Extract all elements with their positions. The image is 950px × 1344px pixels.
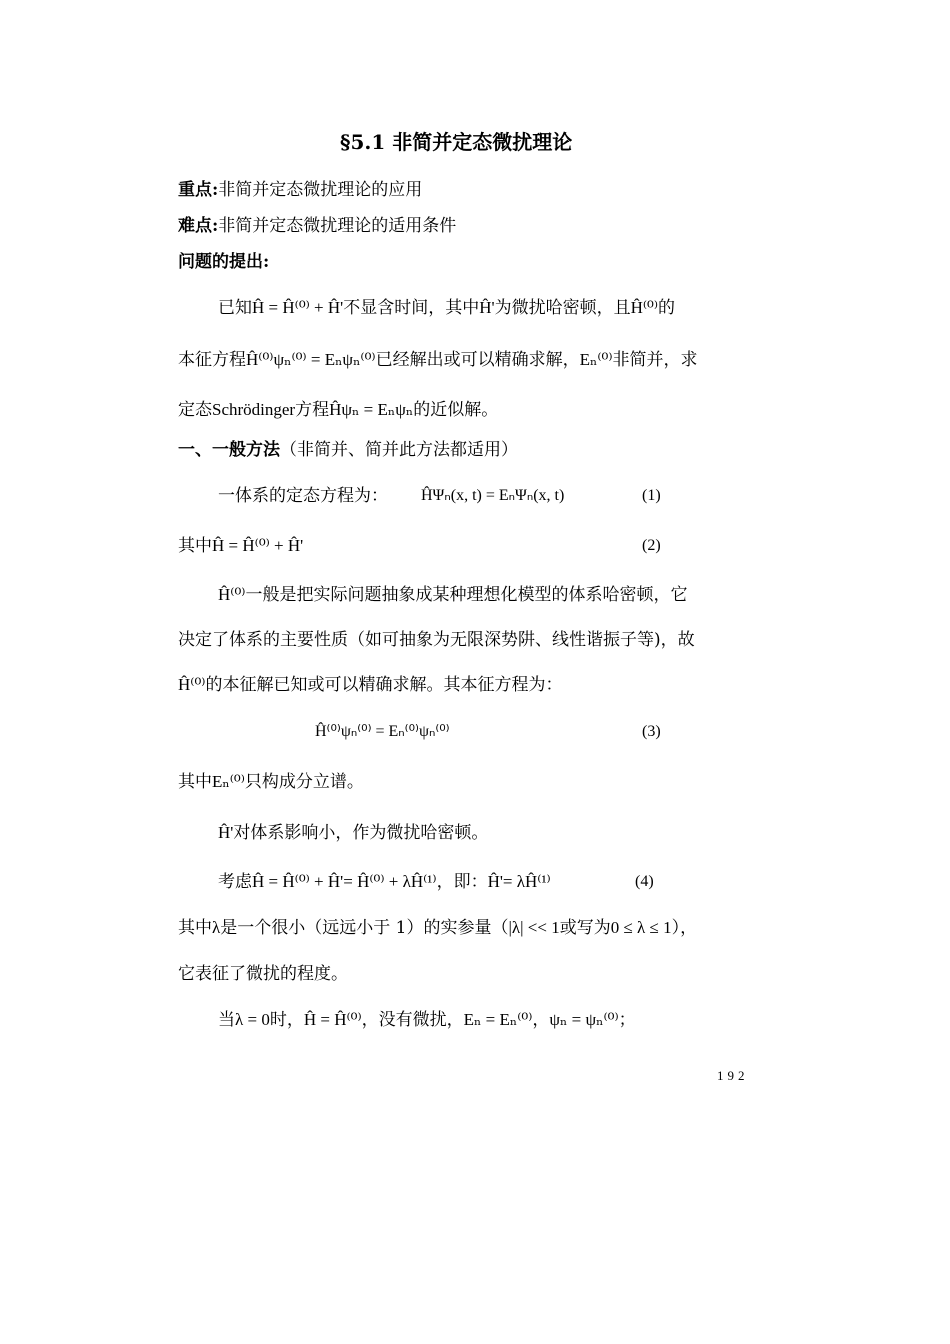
spectrum-text: 只构成分立谱。 [244,772,364,792]
zero-case-text: 当 [218,1010,235,1030]
perturbation-text: 对体系影响小，作为微扰哈密顿。 [233,823,489,843]
equation-4-text: 考虑 [218,872,252,892]
lambda-math: λ [212,918,221,937]
lambda-text: 它表征了微扰的程度。 [178,964,348,984]
intro-text: 本征方程 [178,350,246,370]
intro-line-2 [0,340,950,380]
key-point-text: 非简并定态微扰理论的应用 [218,180,423,200]
equation-1-row [0,476,950,516]
lambda-range-math: 0 ≤ λ ≤ 1 [610,918,672,937]
intro-text: 的 [658,298,676,318]
difficulty-row [0,206,950,246]
en0-math: Eₙ⁽⁰⁾ [579,350,613,369]
zero-case-text: ， [532,1010,550,1030]
equation-4-math: Ĥ = Ĥ⁽⁰⁾ + Ĥ'= Ĥ⁽⁰⁾ + λĤ⁽¹⁾ [252,872,437,891]
perturbation-math: Ĥ' [218,823,234,842]
key-point-label: 重点: [178,180,219,200]
section1-note: （非简并、简并此方法都适用） [280,440,518,460]
zero-case-math: λ = 0 [235,1010,270,1029]
zero-case-text: 时， [269,1010,304,1030]
intro-text: 定态 [178,400,212,420]
zero-case-row [0,1000,950,1040]
equation-3-row [0,712,950,752]
lambda-text: 或写为 [559,918,611,938]
section-title: §5.1 非简并定态微扰理论 [340,130,573,154]
stationary-eq-math: Ĥψₙ = Eₙψₙ [329,400,414,419]
difficulty-label: 难点: [178,216,219,236]
equation-2-number: (2) [642,537,661,554]
eigen0-math: Ĥ⁽⁰⁾ψₙ⁽⁰⁾ = Eₙψₙ⁽⁰⁾ [246,350,376,369]
intro-text: 已经解出或可以精确求解， [375,350,580,370]
title-row [0,122,950,162]
equation-3-math: Ĥ⁽⁰⁾ψₙ⁽⁰⁾ = Eₙ⁽⁰⁾ψₙ⁽⁰⁾ [315,723,450,740]
key-point-row [0,170,950,210]
spectrum-text: 其中 [178,772,212,792]
difficulty-text: 非简并定态微扰理论的适用条件 [218,216,457,236]
intro-line-1 [0,288,950,328]
intro-text: 方程 [295,400,330,420]
para-h0-line-3 [0,665,950,705]
equation-2-row [0,526,950,566]
equation-4-math-b: Ĥ'= λĤ⁽¹⁾ [487,872,551,891]
hamiltonian-split-math: Ĥ = Ĥ⁽⁰⁾ + Ĥ' [252,298,344,317]
section1-heading-row [0,430,950,470]
page-number: 192 [717,1068,749,1083]
lambda-text: 是一个很小（远远小于 1）的实参量（ [220,918,509,938]
equation-3-number: (3) [642,723,661,740]
intro-line-3 [0,390,950,430]
equation-4-number: (4) [635,873,654,890]
schrodinger-word: Schrödinger [212,400,296,419]
section1-title: 一、一般方法 [178,440,280,460]
para-h0-line-1 [0,575,950,615]
perturbation-math: Ĥ' [479,298,495,317]
h0-math: Ĥ⁽⁰⁾ [218,585,246,604]
intro-text: 已知 [218,298,252,318]
intro-text: 非简并，求 [612,350,698,370]
question-row [0,242,950,282]
para-text: 一般是把实际问题抽象成某种理想化模型的体系哈密顿，它 [245,585,688,605]
question-label: 问题的提出: [178,252,270,272]
zero-case-math: ψₙ = ψₙ⁽⁰⁾ [549,1010,619,1029]
zero-case-math: Ĥ = Ĥ⁽⁰⁾ [303,1010,362,1029]
zero-case-text: ，没有微扰， [361,1010,464,1030]
lambda-abs-math: |λ| << 1 [508,918,560,937]
intro-text: 不显含时间，其中 [343,298,480,318]
equation-2-math: Ĥ = Ĥ⁽⁰⁾ + Ĥ' [212,536,304,555]
equation-2-text: 其中 [178,536,212,556]
equation-1-number: (1) [642,487,661,504]
h0-math: Ĥ⁽⁰⁾ [630,298,659,317]
para-h0-line-2 [0,620,950,660]
intro-text: 为微扰哈密顿，且 [494,298,631,318]
en0-math: Eₙ⁽⁰⁾ [212,772,245,791]
h0-math: Ĥ⁽⁰⁾ [178,675,206,694]
spectrum-row [0,762,950,802]
intro-text: 的近似解。 [413,400,499,420]
lambda-line-1 [0,908,950,948]
equation-4-row [0,862,950,902]
lambda-text: ）， [671,918,698,938]
lambda-text: 其中 [178,918,212,938]
lambda-line-2 [0,954,950,994]
perturbation-small-row [0,813,950,853]
equation-1-math: ĤΨₙ(x, t) = EₙΨₙ(x, t) [421,487,565,504]
zero-case-text: ； [618,1010,636,1030]
equation-4-text: ，即： [436,872,488,892]
para-text: 的本征解已知或可以精确求解。其本征方程为： [205,675,563,695]
para-text: 决定了体系的主要性质（如可抽象为无限深势阱、线性谐振子等)，故 [178,630,695,650]
equation-1-text: 一体系的定态方程为： [218,486,388,506]
zero-case-math: Eₙ = Eₙ⁽⁰⁾ [463,1010,533,1029]
